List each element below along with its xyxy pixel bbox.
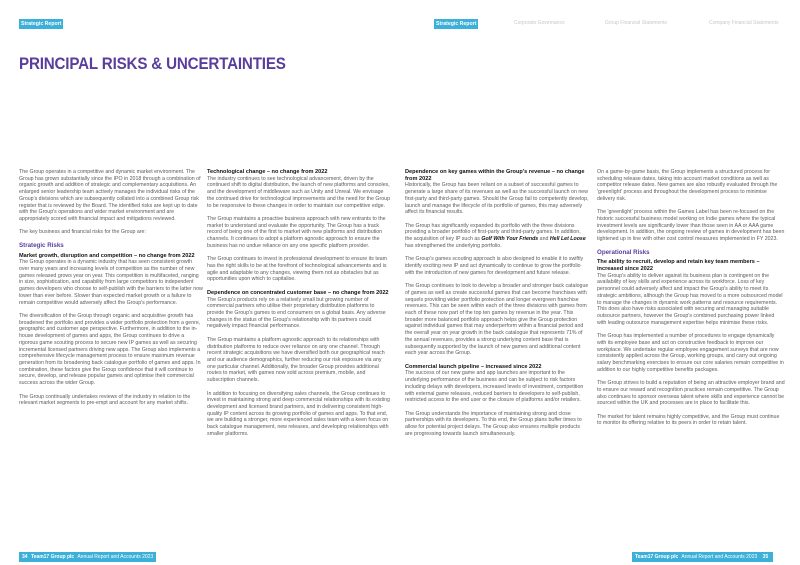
section-heading: Operational Risks: [597, 248, 650, 256]
paragraph: The Group strives to build a reputation of being an attractive employer brand and to ensure our reward and recognition practices remain competitive. The Group also continues to sponsor overseas talent where skills and experience cannot be sourced within the UK and processes are in place to facilitate this.: [597, 380, 785, 407]
paragraph: Historically, the Group has been reliant on a subset of successful games to generate a large share of its revenues as well as the successful launch on new first-party and third-party games. Should the Group fail to competently develop, launch and manage the lifecycle of its portfolio of games, this may adversely affect its financial results.: [405, 182, 589, 216]
paragraph: The Group maintains a platform agnostic approach to its relationships with distribution platforms to reduce over reliance on any one channel. Through recent strategic acquisitions we have diversified both our geographical reach and our audience demographics, further reducing our risk exposure via any one particular channel. Additionally, the broader Group provides additional routes to market, with games now sold across premium, mobile, and subscription channels.: [207, 336, 385, 384]
paragraph: The success of our new game and app launches are important to the underlying performance of the business and can be subject to risk factors including delays with developers, increased levels of investment, competition with external game releases, reduced barriers to developers to self-publish, restricted access to the end user or the closure of platforms and/or retailers.: [405, 370, 584, 404]
paragraph: The diversification of the Group through organic and acquisitive growth has broadened the portfolio and provides a wider portfolio protection from a genre, geographic and customer age perspective. Furthermore, in addition to the in-house development of games and apps, the Group continues to drive a rigorous game scouting process to secure new IP games as well as securing incremental licensed partners driving new apps. The Group also implements a comprehensive lifecycle management process to ensure maximum revenue generation from its broadening back catalogue portfolio of games and apps. In combination, these factors give the Group confidence that it will continue to secure, develop, and release popular games and optimise their commercial success across the wider Group.: [19, 313, 201, 387]
risk-heading: Technological change – no change from 2022: [207, 169, 328, 175]
column-4: [597, 169, 785, 434]
nav-corporate-governance[interactable]: Corporate Governance: [514, 20, 565, 26]
risk-heading: Dependence on key games within the Group's revenue – no change from 2022: [405, 169, 585, 182]
paragraph: The Group understands the importance of maintaining strong and close partnerships with its developers. To this end, the Group plans buffer times to allow for potential project delays. The Group also ensures multiple products are progressing towards launch simultaneously.: [405, 410, 582, 437]
footer-report: Annual Report and Accounts 2023: [681, 554, 758, 560]
page-number: 35: [762, 554, 769, 560]
paragraph: The key business and financial risks for the Group are:: [19, 229, 146, 236]
paragraph: In addition to focusing on diversifying sales channels, the Group continues to invest in maintaining strong and deep commercial relationships with its existing development and licensed brand partners, and in delivering consistent high-quality IP content across its growing portfolio of games and apps. To that end, we are building a stronger, more experienced sales team with a keen focus on back catalogue management, new releases, and developing relationships with smaller platforms.: [207, 390, 390, 437]
nav-group-financial-statements[interactable]: Group Financial Statements: [605, 20, 667, 26]
column-2: [207, 169, 391, 444]
footer-report: Annual Report and Accounts 2023: [77, 554, 154, 560]
section-badge-strategic-report[interactable]: Strategic Report: [21, 21, 62, 27]
paragraph: The Group continually undertakes reviews of the industry in relation to the relevant market segments to pre-empt and account for any market shifts.: [19, 393, 191, 407]
paragraph: The Group continues to invest in professional development to ensure its team has the right skills to be at the forefront of technological advancements and is agile and adaptable to any changes, viewing them not as obstacles but as opportunities upon which to capitalise.: [207, 256, 388, 283]
nav-company-financial-statements[interactable]: Company Financial Statements: [709, 20, 779, 26]
paragraph: The market for talent remains highly competitive, and the Group must continue to monitor its offering relative to its peers in order to retain talent.: [597, 413, 780, 427]
paragraph: The Group operates in a dynamic industry that has seen consistent growth over many years and increasing levels of competition as the number of new games released grows year on year. This competition is multifaceted, ranging in size, sophistication, and capability from large competitors to independent games developers who choose to self-publish with the barriers to the latter now lower than ever before. Slower than expected market growth or a failure to remain competitive would adversely affect the Group's performance.: [19, 259, 203, 306]
risk-heading: Dependence on concentrated customer base – no change from 2022: [207, 289, 389, 296]
page-number: 34: [22, 554, 28, 560]
paragraph: The Group's ability to deliver against its business plan is contingent on the availability of key skills and experience across its workforce. Loss of key personnel could adversely affect and impact the Group's ability to meet its strategic ambitions, although the Group has moved to a more outsourced model to manage the changes in dynamic work patterns and resource requirements. This does also have risks associated with securing and managing suitable outsource partners, however the Group's combined purchasing power linked with leading outsource management expertise helps minimise these risks.: [597, 272, 783, 326]
text-segment: The Group has significantly expanded its portfolio with the three divisions providing a broader portfolio of first-party and third-party games. In addition, the acquisition of key IP such as: [405, 222, 581, 243]
text-segment: has strengthened the underlying portfolio.: [405, 242, 502, 249]
footer-company: Team17 Group plc: [635, 554, 679, 560]
column-1: [19, 169, 203, 414]
paragraph: [405, 223, 589, 250]
paragraph: The Group maintains a proactive business approach with new entrants to the market to understand and evaluate the opportunity. The Group has a track record of being one of the first to market with new platforms and distribution channels. It continues to adopt a platform agnostic approach to ensure the business has no undue reliance on any one specific platform provider.: [207, 216, 386, 249]
column-3: [405, 169, 589, 444]
footer-right: [632, 552, 773, 562]
paragraph: The Group's products rely on a relatively small but growing number of commercial partners who utilise their proprietary distribution platforms to provide the Group's games to end consumers on a global basis. Any adverse changes in the status of the Group's relationship with its partners could negatively impact financial performance.: [207, 296, 386, 330]
footer-company: Team17 Group plc: [30, 554, 75, 560]
game-title: Hell Let Loose: [549, 236, 586, 243]
risk-heading: Commercial launch pipeline – increased since 2022: [405, 363, 542, 370]
page-title: PRINCIPAL RISKS & UNCERTAINTIES: [19, 55, 286, 73]
paragraph: On a game-by-game basis, the Group implements a structured process for scheduling release dates, taking into account market conditions as well as competitor release dates. New games are also robustly evaluated through the 'greenlight' process and throughout the development process to minimise delivery risk.: [597, 169, 778, 202]
paragraph: The industry continues to see technological advancement, driven by the continued shift to digital distribution, the launch of new platforms and consoles, and the development of middleware such as Unity and Unreal. We envisage the continued drive for technological improvements and the need for the Group to be responsive to these changes in order to maintain our competitive edge.: [207, 175, 390, 209]
paragraph: The 'greenlight' process within the Games Label has been re-focused on the historic successful business model working on Indie games where the typical investment levels are significantly lower than those seen in AA or AAA game development. In addition, the ongoing review of games in development has been tightened up in line with other cost control measures implemented in FY 2023.: [597, 209, 785, 243]
footer-left: [19, 552, 156, 562]
risk-heading: The ability to recruit, develop and retain key team members – increased since 2022: [597, 259, 760, 272]
paragraph: The Group operates in a competitive and dynamic market environment. The Group has grown substantially since the IPO in 2018 through a combination of organic growth and addition of strategic and complementary acquisitions. An enlarged senior leadership team actively manages the individual risks of the Group's divisions which are subsequently collated into a combined Group risk register that is reviewed by the Board. The identified risks are kept up to date with the Group's operations and wider market environment and are appropriately scored with financial impact and mitigations reviewed.: [19, 169, 201, 223]
risk-heading: Market growth, disruption and competition – no change from 2022: [19, 252, 195, 259]
text-segment: and: [538, 236, 550, 243]
paragraph: The Group continues to look to develop a broader and stronger back catalogue of games as well as create successful games that can become franchises with sequels providing wider portfolio protection and longer evergreen franchise revenues. This can be seen within each of the three divisions with games from each of these now part of the top ten games by revenue in the year. This broader more balanced portfolio approach helps give the Group protection against individual games that may underperform within a financial period and the overall year on year growth in the back catalogue that represents 71% of the annual revenues, provides a strong underlying content base that is subsequently supported by the launch of new games and additional content each year across the Group.: [405, 283, 589, 357]
section-heading: Strategic Risks: [19, 241, 64, 249]
paragraph: The Group's games scouting approach is also designed to enable it to swiftly identify exciting new IP and act dynamically to continue to grow the portfolio with the introduction of new games for development and future release.: [405, 256, 584, 276]
nav-strategic-report[interactable]: Strategic Report: [436, 21, 477, 27]
game-title: Golf With Your Friends: [481, 236, 539, 243]
paragraph: The Group has implemented a number of procedures to engage dynamically with its employee base and act on constructive feedback to improve our workplace. We undertake regular employee engagement surveys that are now consistently applied across the Group, working groups, and carry out ongoing salary benchmarking exercises to ensure our core salaries remain competitive in addition to our highly competitive benefits packages.: [597, 333, 784, 373]
